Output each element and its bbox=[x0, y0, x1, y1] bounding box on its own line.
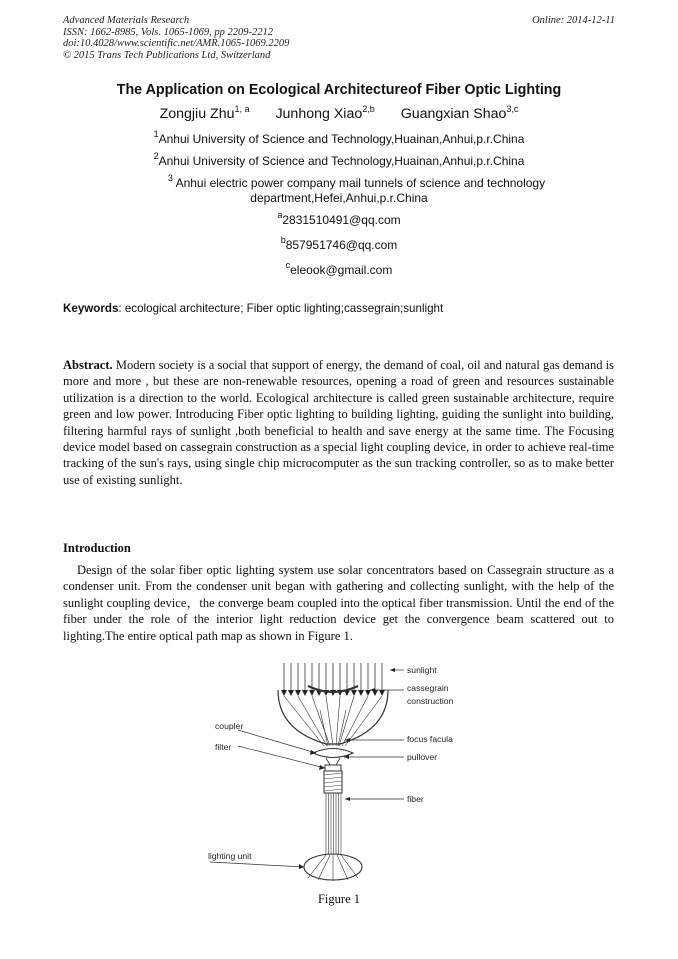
label-coupler: coupler bbox=[215, 721, 244, 731]
email-a: $^a$2831510491@qq.com bbox=[277, 210, 401, 227]
affiliation-3: $^3$ Anhui electric power company mail tunnels of science and technology department,Hefei,Anhui,p.r.China bbox=[167, 173, 546, 205]
figure-caption: Figure 1 bbox=[317, 892, 360, 906]
label-cassegrain: cassegrain bbox=[407, 683, 449, 693]
converging-rays bbox=[284, 696, 382, 746]
figure-1-optical-path bbox=[200, 660, 480, 888]
author-1: Zongjiu Zhu$^{1, a}$ bbox=[159, 104, 250, 122]
label-fiber: fiber bbox=[407, 794, 424, 804]
affiliation-1: $^1$Anhui University of Science and Technology,Huainan,Anhui,p.r.China bbox=[153, 129, 525, 146]
sunlight-rays bbox=[284, 663, 382, 693]
online-date: Online: 2014-12-11 bbox=[532, 15, 615, 26]
label-lighting-unit: lighting unit bbox=[208, 851, 252, 861]
affiliation-2: $^2$Anhui University of Science and Technology,Huainan,Anhui,p.r.China bbox=[153, 151, 525, 168]
label-filter: filter bbox=[215, 742, 232, 752]
paper-title: The Application on Ecological Architectureof Fiber Optic Lighting bbox=[116, 82, 562, 98]
section-heading-introduction: Introduction bbox=[63, 541, 131, 555]
label-pullover: pullover bbox=[407, 752, 438, 762]
doi-line: doi:10.4028/www.scientific.net/AMR.1065-1069.2209 bbox=[63, 38, 290, 49]
copyright-line: © 2015 Trans Tech Publications Ltd, Switzerland bbox=[63, 49, 271, 61]
fiber-bundle bbox=[326, 793, 341, 855]
issn-line: ISSN: 1662-8985, Vols. 1065-1069, pp 2209-2212 bbox=[63, 26, 273, 38]
abstract: Abstract. Modern society is a social that support of energy, the demand of coal, oil and natural gas demand is more and more , but these are non-renewable resources, opening a road of green and resources sustainable utilization is a direction to the world. Ecological architecture is called green sustainable architecture, require green and low power. Introducing Fiber optic lighting to building lighting, guiding the sunlight into building, filtering harmful rays of sunlight ,both beneficial to health and save energy at the same time. The Focusing device model based on cassegrain construction as a special light coupling device, in order to achieve real-time tracking of the sun's rays, using single chip microcomputer as the sun tracking controller, so as to make better use of existing sunlight. bbox=[63, 358, 614, 487]
email-c: $^c$eleook@gmail.com bbox=[285, 260, 393, 277]
label-focus-facula: focus facula bbox=[407, 734, 453, 744]
introduction-paragraph: Design of the solar fiber optic lighting system use solar concentrators based on Cassegrain structure as a condenser unit. From the condenser unit began with gathering and collecting sunlight, with the help of the sunlight coupling device，the converge beam coupled into the optical fiber transmission. Until the end of the fiber under the role of the interior light reduction device get the convergence beam scattered out to lighting.The entire optical path map as shown in Figure 1. bbox=[63, 563, 614, 643]
keywords: Keywords: ecological architecture; Fiber optic lighting;cassegrain;sunlight bbox=[63, 302, 444, 315]
label-construction: construction bbox=[407, 696, 454, 706]
filter-element bbox=[325, 765, 341, 771]
optical-path-diagram bbox=[200, 660, 480, 888]
author-list bbox=[0, 106, 678, 122]
label-sunlight: sunlight bbox=[407, 665, 437, 675]
running-header bbox=[63, 15, 615, 61]
author-3: Guangxian Shao$^{3,c}$ bbox=[400, 104, 519, 122]
leader-lines bbox=[210, 670, 404, 867]
email-b: $^b$857951746@qq.com bbox=[280, 235, 398, 252]
primary-mirror bbox=[278, 690, 388, 744]
author-2: Junhong Xiao$^{2,b}$ bbox=[275, 104, 375, 122]
journal-name: Advanced Materials Research bbox=[63, 15, 190, 26]
